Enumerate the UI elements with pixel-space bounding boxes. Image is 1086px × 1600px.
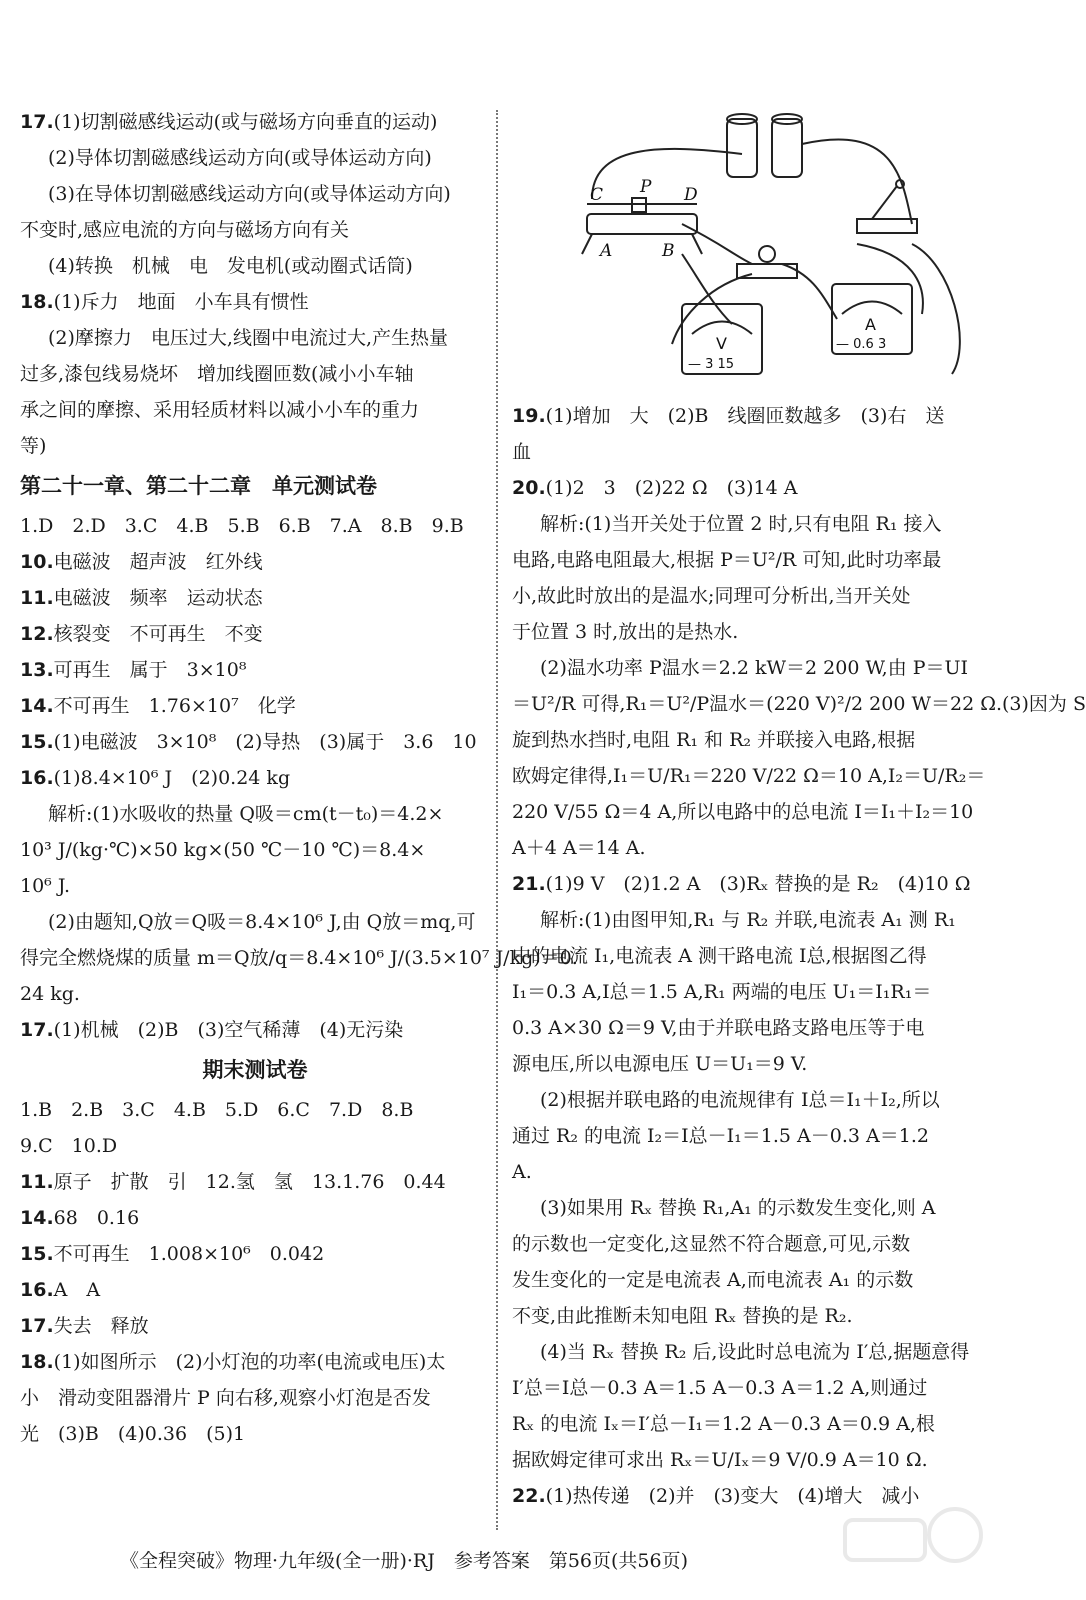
answer-text: (4)当 Rₓ 替换 R₂ 后,设此时总电流为 I′总,据题意得: [540, 1341, 970, 1363]
answer-line: [512, 1442, 982, 1478]
answer-line: [20, 284, 490, 320]
circuit-diagram: [512, 104, 982, 394]
answer-text: 据欧姆定律可求出 Rₓ＝U/Iₓ＝9 V/0.9 A＝10 Ω.: [512, 1449, 928, 1471]
answer-line: [20, 688, 490, 724]
answer-line: [512, 1406, 982, 1442]
answer-line: [20, 544, 490, 580]
answer-line: [20, 320, 490, 356]
answer-text: 1.B 2.B 3.C 4.B 5.D 6.C 7.D 8.B: [20, 1099, 414, 1121]
answer-text: 10⁶ J.: [20, 875, 71, 897]
page-footer: 《全程突破》物理·九年级(全一册)·RJ 参考答案 第56页(共56页): [120, 1550, 689, 1572]
label-a: A: [600, 241, 613, 261]
answer-line: [512, 1082, 982, 1118]
answer-line: [20, 976, 490, 1012]
answer-line: [20, 796, 490, 832]
question-number: 18.: [20, 1351, 54, 1373]
answer-line: [512, 506, 982, 542]
question-number: 14.: [20, 695, 54, 717]
answer-text: 220 V/55 Ω＝4 A,所以电路中的总电流 I＝I₁＋I₂＝10: [512, 801, 974, 823]
answer-text: (2)导体切割磁感线运动方向(或导体运动方向): [48, 147, 432, 169]
question-number: 11.: [20, 587, 54, 609]
battery-icon: [727, 114, 802, 177]
answer-text: 24 kg.: [20, 983, 80, 1005]
answer-line: [20, 508, 490, 544]
answer-line: [20, 248, 490, 284]
question-number: 19.: [512, 405, 546, 427]
answer-line: [512, 614, 982, 650]
answer-text: A＋4 A＝14 A.: [512, 837, 646, 859]
answer-text: 电磁波 频率 运动状态: [53, 587, 263, 609]
answer-line: [20, 1272, 490, 1308]
answer-text: 源电压,所以电源电压 U＝U₁＝9 V.: [512, 1053, 808, 1075]
answer-line: [20, 1308, 490, 1344]
answer-line: [512, 398, 982, 434]
answer-line: [512, 938, 982, 974]
answer-text: (1)热传递 (2)并 (3)变大 (4)增大 减小: [545, 1485, 920, 1507]
answer-line: [512, 974, 982, 1010]
question-number: 20.: [512, 477, 546, 499]
answer-line: [512, 1154, 982, 1190]
answer-text: 通过 R₂ 的电流 I₂＝I总－I₁＝1.5 A－0.3 A＝1.2: [512, 1125, 929, 1147]
answer-text: 过多,漆包线易烧坏 增加线圈匝数(减小小车轴: [20, 363, 414, 385]
answer-text: 的示数也一定变化,这显然不符合题意,可见,示数: [512, 1233, 911, 1255]
answer-text: 等): [20, 435, 47, 457]
answer-line: [20, 760, 490, 796]
answer-text: 10³ J/(kg·℃)×50 kg×(50 ℃－10 ℃)＝8.4×: [20, 839, 426, 861]
answer-text: ＝U²/R 可得,R₁＝U²/P温水＝(220 V)²/2 200 W＝22 Ω.(3)因为 S: [512, 693, 1086, 715]
answer-line: [20, 356, 490, 392]
answer-line: [512, 1226, 982, 1262]
answer-text: 血: [512, 441, 532, 463]
question-number: 10.: [20, 551, 54, 573]
circuit-svg: [512, 104, 982, 394]
answer-line: [20, 1128, 490, 1164]
ammeter-terminals: — 0.6 3: [836, 337, 887, 352]
answer-line: [512, 794, 982, 830]
answer-text: (1)8.4×10⁶ J (2)0.24 kg: [53, 767, 291, 789]
answer-text: (4)转换 机械 电 发电机(或动圈式话筒): [48, 255, 413, 277]
answer-line: [512, 578, 982, 614]
answer-line: [512, 830, 982, 866]
answer-line: [20, 104, 490, 140]
answer-text: 光 (3)B (4)0.36 (5)1: [20, 1423, 246, 1445]
question-number: 16.: [20, 1279, 54, 1301]
column-divider: [496, 110, 498, 1530]
answer-line: [20, 580, 490, 616]
answer-line: [20, 652, 490, 688]
answer-text: 9.C 10.D: [20, 1135, 118, 1157]
answer-text: 中的电流 I₁,电流表 A 测干路电流 I总,根据图乙得: [512, 945, 927, 967]
label-p: P: [640, 177, 652, 197]
answer-line: [20, 428, 490, 464]
answer-line: [20, 1164, 490, 1200]
answer-text: 小,故此时放出的是温水;同理可分析出,当开关处: [512, 585, 911, 607]
lamp-icon: [737, 246, 797, 278]
answer-text: I′总＝I总－0.3 A＝1.5 A－0.3 A＝1.2 A,则通过: [512, 1377, 928, 1399]
answer-line: [512, 1118, 982, 1154]
answer-line: [512, 1262, 982, 1298]
answer-text: 原子 扩散 引 12.氢 氢 13.1.76 0.44: [53, 1171, 446, 1193]
question-number: 17.: [20, 111, 54, 133]
answer-line: [512, 866, 982, 902]
answer-text: 旋到热水挡时,电阻 R₁ 和 R₂ 并联接入电路,根据: [512, 729, 916, 751]
answer-line: [20, 724, 490, 760]
answer-text: (3)在导体切割磁感线运动方向(或导体运动方向): [48, 183, 451, 205]
answer-text: 不变时,感应电流的方向与磁场方向有关: [20, 219, 350, 241]
answer-line: [20, 1380, 490, 1416]
answer-text: (1)机械 (2)B (3)空气稀薄 (4)无污染: [53, 1019, 404, 1041]
answer-line: [20, 212, 490, 248]
answer-text: 发生变化的一定是电流表 A,而电流表 A₁ 的示数: [512, 1269, 914, 1291]
answer-text: A A: [53, 1279, 101, 1301]
question-number: 14.: [20, 1207, 54, 1229]
voltmeter-symbol: V: [716, 334, 727, 353]
question-number: 18.: [20, 291, 54, 313]
answer-text: (2)由题知,Q放＝Q吸＝8.4×10⁶ J,由 Q放＝mq,可: [48, 911, 476, 933]
answer-text: 解析:(1)水吸收的热量 Q吸＝cm(t－t₀)＝4.2×: [48, 803, 444, 825]
question-number: 12.: [20, 623, 54, 645]
answer-text: (1)增加 大 (2)B 线圈匝数越多 (3)右 送: [545, 405, 945, 427]
answer-line: [512, 722, 982, 758]
answer-text: 核裂变 不可再生 不变: [53, 623, 263, 645]
question-number: 15.: [20, 731, 54, 753]
answer-line: [512, 902, 982, 938]
answer-line: [20, 1200, 490, 1236]
answer-text: I₁＝0.3 A,I总＝1.5 A,R₁ 两端的电压 U₁＝I₁R₁＝: [512, 981, 932, 1003]
label-d: D: [684, 185, 698, 205]
answer-text: 电路,电路电阻最大,根据 P＝U²/R 可知,此时功率最: [512, 549, 942, 571]
answer-text: 可再生 属于 3×10⁸: [53, 659, 247, 681]
answer-text: 承之间的摩擦、采用轻质材料以减小小车的重力: [20, 399, 420, 421]
answer-line: [20, 392, 490, 428]
right-column: [512, 104, 1086, 1514]
answer-text: 68 0.16: [53, 1207, 140, 1229]
answer-text: (1)斥力 地面 小车具有惯性: [53, 291, 309, 313]
answer-text: 于位置 3 时,放出的是热水.: [512, 621, 739, 643]
answer-line: [20, 832, 490, 868]
answer-text: 得完全燃烧煤的质量 m＝Q放/q＝8.4×10⁶ J/(3.5×10⁷ J/kg)＝0.: [20, 947, 578, 969]
answer-line: [512, 1046, 982, 1082]
answer-line: [20, 176, 490, 212]
ammeter-symbol: A: [865, 315, 876, 334]
question-number: 17.: [20, 1315, 54, 1337]
answer-line: [20, 1236, 490, 1272]
answer-text: (2)摩擦力 电压过大,线圈中电流过大,产生热量: [48, 327, 448, 349]
answer-line: [512, 758, 986, 794]
answer-text: 不可再生 1.76×10⁷ 化学: [53, 695, 296, 717]
answer-text: (3)如果用 Rₓ 替换 R₁,A₁ 的示数发生变化,则 A: [540, 1197, 936, 1219]
answer-text: A.: [512, 1161, 532, 1183]
answer-text: (1)电磁波 3×10⁸ (2)导热 (3)属于 3.6 10: [53, 731, 477, 753]
answer-line: [20, 1012, 490, 1048]
answer-line: [512, 1334, 982, 1370]
answer-text: 1.D 2.D 3.C 4.B 5.B 6.B 7.A 8.B 9.B: [20, 515, 464, 537]
question-number: 16.: [20, 767, 54, 789]
answer-line: [512, 470, 982, 506]
watermark-logo: [835, 1505, 985, 1585]
answer-line: [512, 434, 982, 470]
section-heading: 第二十一章、第二十二章 单元测试卷: [20, 474, 377, 498]
question-number: 21.: [512, 873, 546, 895]
question-number: 22.: [512, 1485, 546, 1507]
answer-line: [512, 650, 982, 686]
answer-text: 电磁波 超声波 红外线: [53, 551, 263, 573]
answer-text: (1)切割磁感线运动(或与磁场方向垂直的运动): [53, 111, 438, 133]
answer-text: 失去 释放: [53, 1315, 149, 1337]
answer-text: (2)根据并联电路的电流规律有 I总＝I₁＋I₂,所以: [540, 1089, 940, 1111]
answer-text: (1)2 3 (2)22 Ω (3)14 A: [545, 477, 798, 499]
voltmeter-terminals: — 3 15: [688, 357, 735, 372]
answer-line: [20, 1344, 490, 1380]
answer-text: 小 滑动变阻器滑片 P 向右移,观察小灯泡是否发: [20, 1387, 431, 1409]
answer-line: [512, 1298, 982, 1334]
question-number: 11.: [20, 1171, 54, 1193]
answer-text: 解析:(1)由图甲知,R₁ 与 R₂ 并联,电流表 A₁ 测 R₁: [540, 909, 956, 931]
answer-text: 不可再生 1.008×10⁶ 0.042: [53, 1243, 325, 1265]
label-b: B: [662, 241, 675, 261]
answer-line: [512, 1370, 982, 1406]
answer-line: [20, 1092, 490, 1128]
answer-text: 0.3 A×30 Ω＝9 V,由于并联电路支路电压等于电: [512, 1017, 925, 1039]
answer-line: [20, 940, 578, 976]
answer-line: [20, 616, 490, 652]
section-heading: 期末测试卷: [202, 1058, 308, 1082]
answer-line: [512, 542, 982, 578]
answer-line: [512, 1010, 982, 1046]
question-number: 15.: [20, 1243, 54, 1265]
label-c: C: [590, 185, 604, 205]
answer-line: [512, 1190, 982, 1226]
answer-line: [20, 904, 490, 940]
answer-text: 解析:(1)当开关处于位置 2 时,只有电阻 R₁ 接入: [540, 513, 942, 535]
answer-line: [20, 868, 490, 904]
answer-text: Rₓ 的电流 Iₓ＝I′总－I₁＝1.2 A－0.3 A＝0.9 A,根: [512, 1413, 935, 1435]
answer-line: [20, 1416, 490, 1452]
answer-text: (1)如图所示 (2)小灯泡的功率(电流或电压)太: [53, 1351, 446, 1373]
answer-text: 不变,由此推断未知电阻 Rₓ 替换的是 R₂.: [512, 1305, 853, 1327]
answer-text: 欧姆定律得,I₁＝U/R₁＝220 V/22 Ω＝10 A,I₂＝U/R₂＝: [512, 765, 986, 787]
answer-line: [20, 140, 490, 176]
answer-text: (1)9 V (2)1.2 A (3)Rₓ 替换的是 R₂ (4)10 Ω: [545, 873, 971, 895]
answer-text: (2)温水功率 P温水＝2.2 kW＝2 200 W,由 P＝UI: [540, 657, 969, 679]
question-number: 17.: [20, 1019, 54, 1041]
question-number: 13.: [20, 659, 54, 681]
answer-line: [512, 686, 1086, 722]
